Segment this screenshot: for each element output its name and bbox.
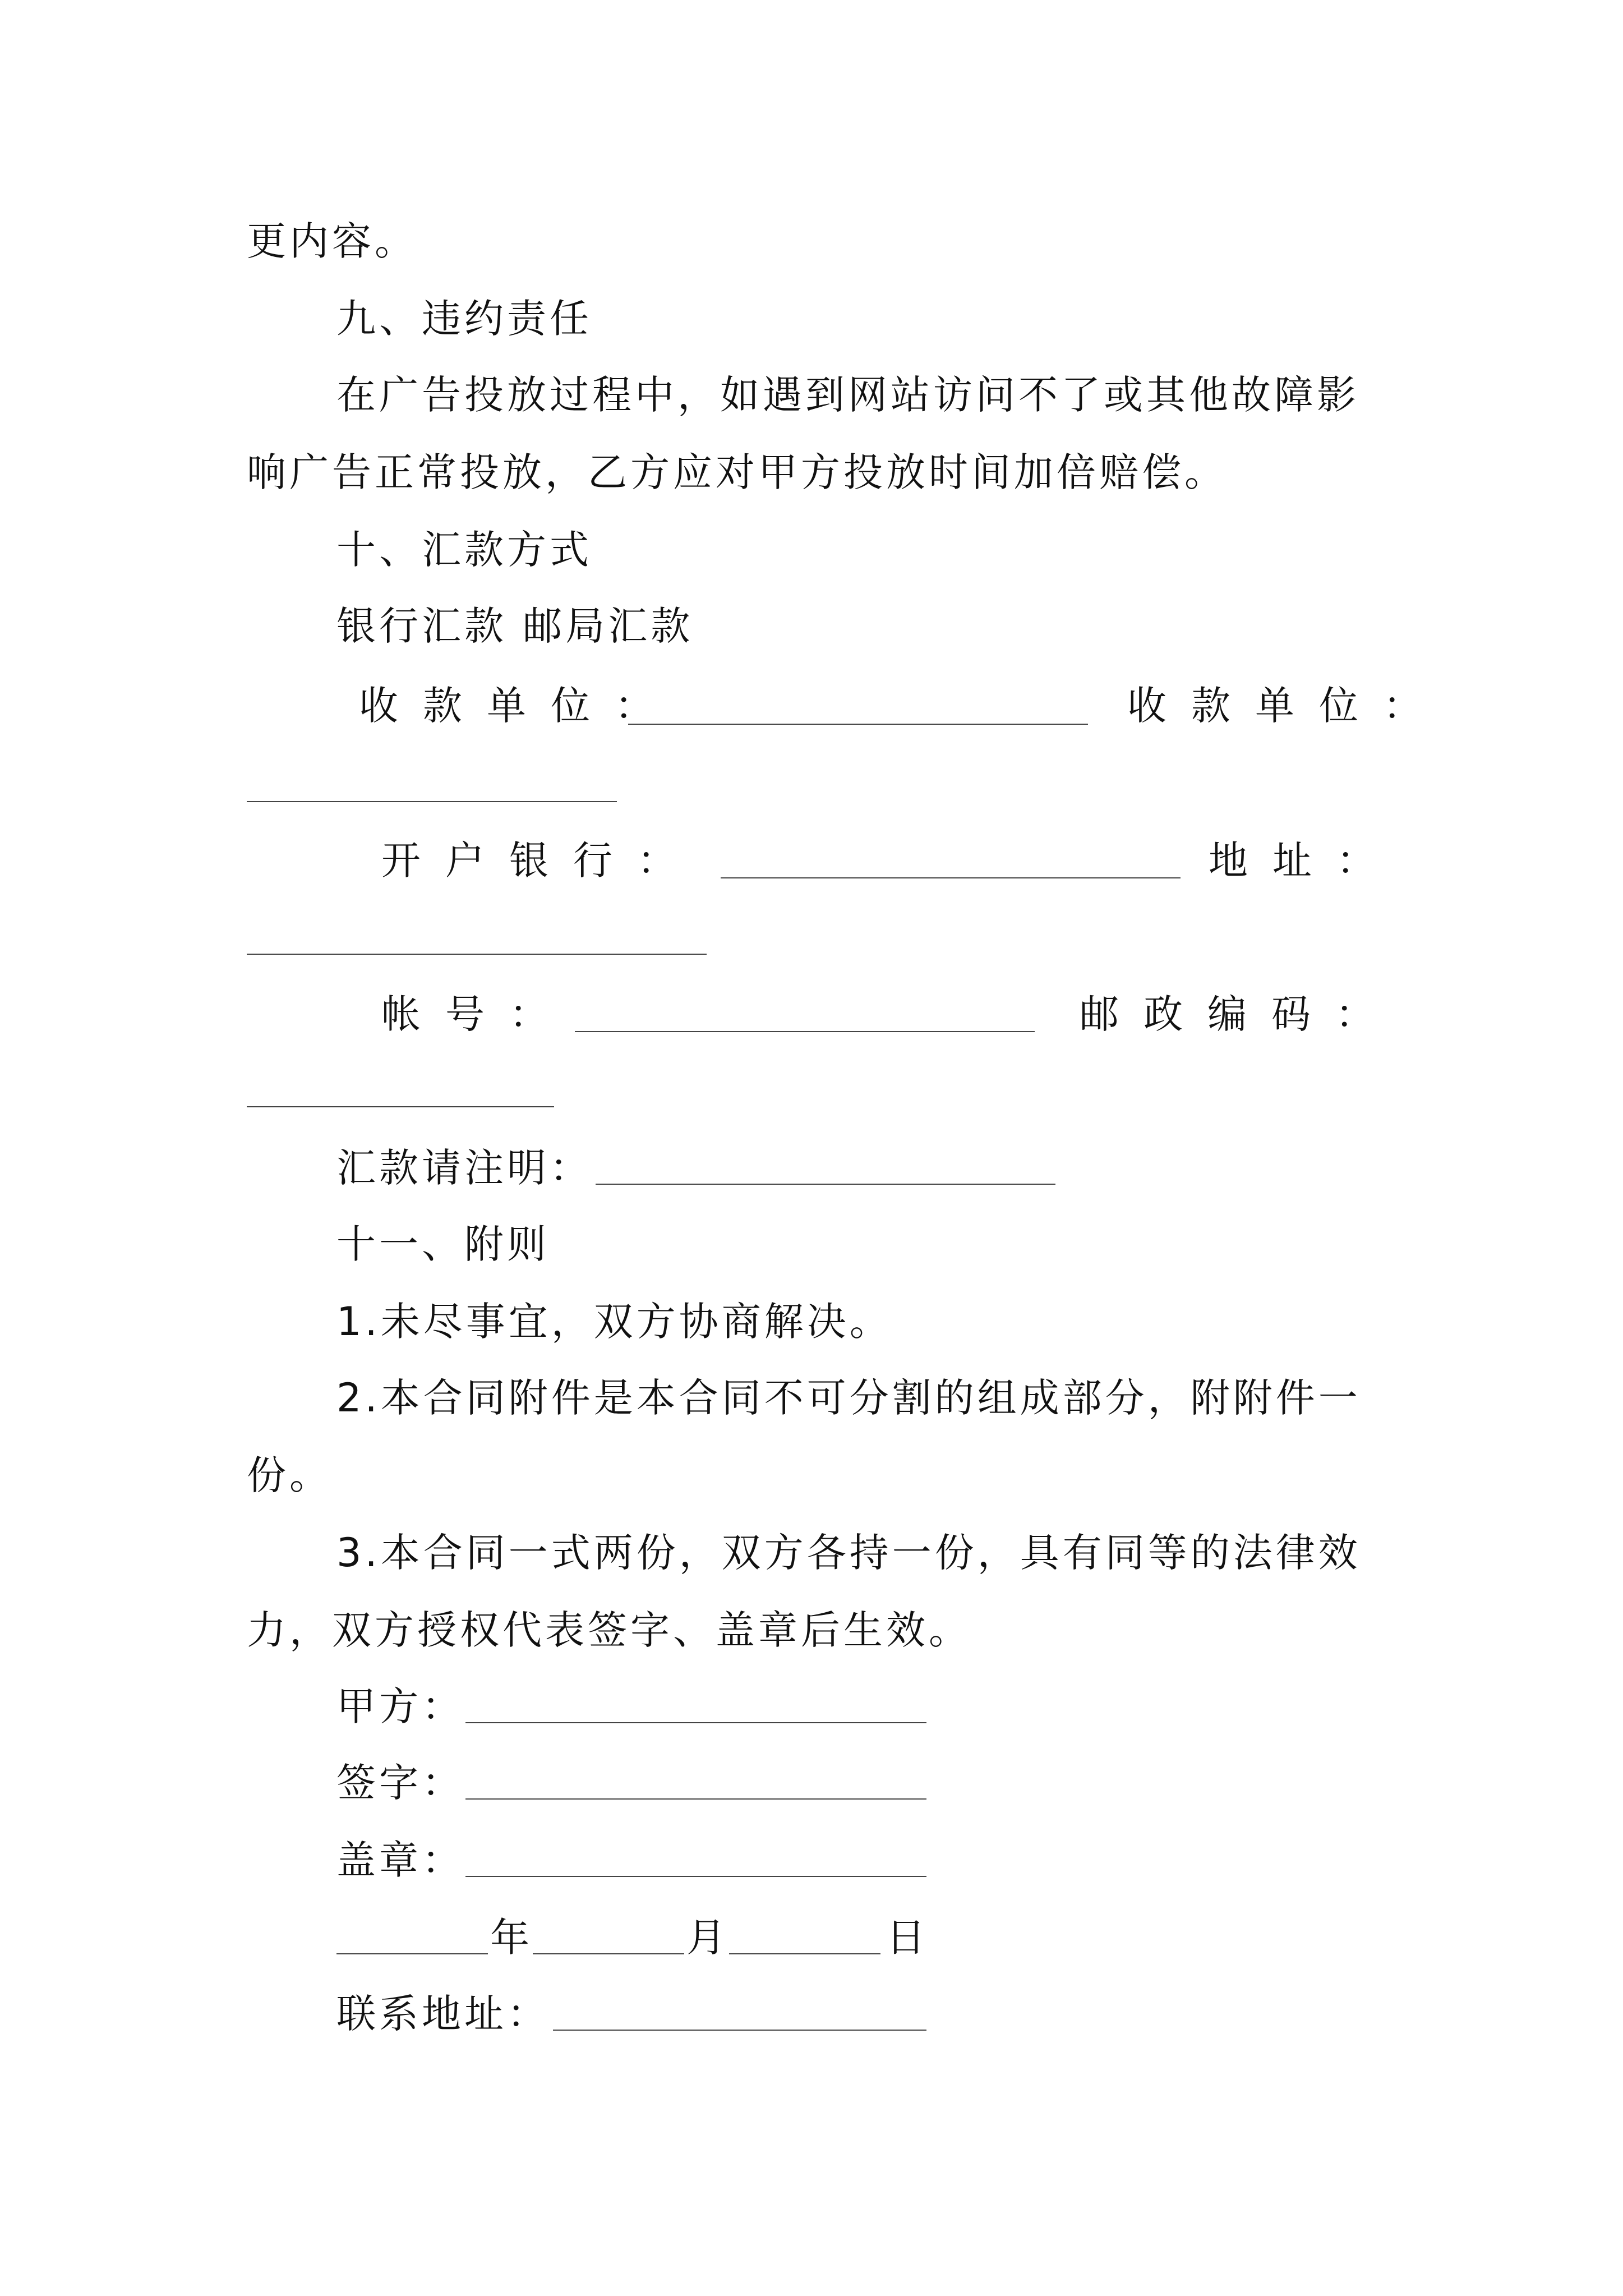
text-line: 1.未尽事宜，双方协商解决。 [336, 1299, 892, 1345]
remit-note-blank [596, 1184, 1055, 1185]
sign-blank [465, 1798, 926, 1800]
day-label: 日 [886, 1915, 929, 1961]
text-line: 更内容。 [247, 218, 417, 264]
seal-label: 盖章： [336, 1837, 464, 1883]
day-blank [729, 1953, 880, 1954]
party-a-label: 甲方： [336, 1683, 464, 1729]
text-line: 在广告投放过程中，如遇到网站访问不了或其他故障影 [336, 372, 1359, 418]
section-heading: 九、违约责任 [336, 296, 592, 342]
sign-label: 签字： [336, 1760, 464, 1806]
bank-payee-label: 收款单位： [359, 683, 679, 729]
account-label: 帐号： [381, 991, 573, 1037]
seal-blank [465, 1876, 926, 1877]
year-label: 年 [490, 1915, 533, 1961]
party-a-blank [465, 1722, 926, 1723]
year-blank [336, 1953, 488, 1954]
contact-address-blank [553, 2030, 926, 2031]
section-heading: 十一、附则 [336, 1221, 550, 1267]
remit-note-label: 汇款请注明： [336, 1145, 592, 1191]
text-line: 3.本合同一式两份，双方各持一份，具有同等的法律效 [336, 1530, 1361, 1576]
text-line: 力，双方授权代表签字、盖章后生效。 [247, 1607, 971, 1653]
post-address-label: 地址： [1209, 838, 1400, 884]
text-line: 2.本合同附件是本合同不可分割的组成部分，附附件一 [336, 1375, 1361, 1421]
bank-payee-blank [628, 724, 1088, 725]
month-label: 月 [686, 1915, 729, 1961]
post-payee-blank [247, 801, 617, 802]
contact-address-label: 联系地址： [336, 1991, 550, 2037]
postcode-blank [247, 1106, 554, 1107]
bank-name-blank [721, 877, 1181, 878]
bank-name-label: 开户银行： [381, 838, 701, 884]
text-line: 银行汇款 邮局汇款 [336, 603, 694, 649]
text-line: 份。 [247, 1452, 332, 1498]
post-address-blank [247, 954, 707, 955]
account-blank [575, 1031, 1035, 1032]
postcode-label: 邮政编码： [1080, 991, 1399, 1037]
post-payee-label: 收款单位： [1127, 683, 1447, 729]
section-heading: 十、汇款方式 [336, 527, 592, 573]
text-line: 响广告正常投放，乙方应对甲方投放时间加倍赔偿。 [247, 449, 1227, 495]
month-blank [533, 1953, 684, 1954]
